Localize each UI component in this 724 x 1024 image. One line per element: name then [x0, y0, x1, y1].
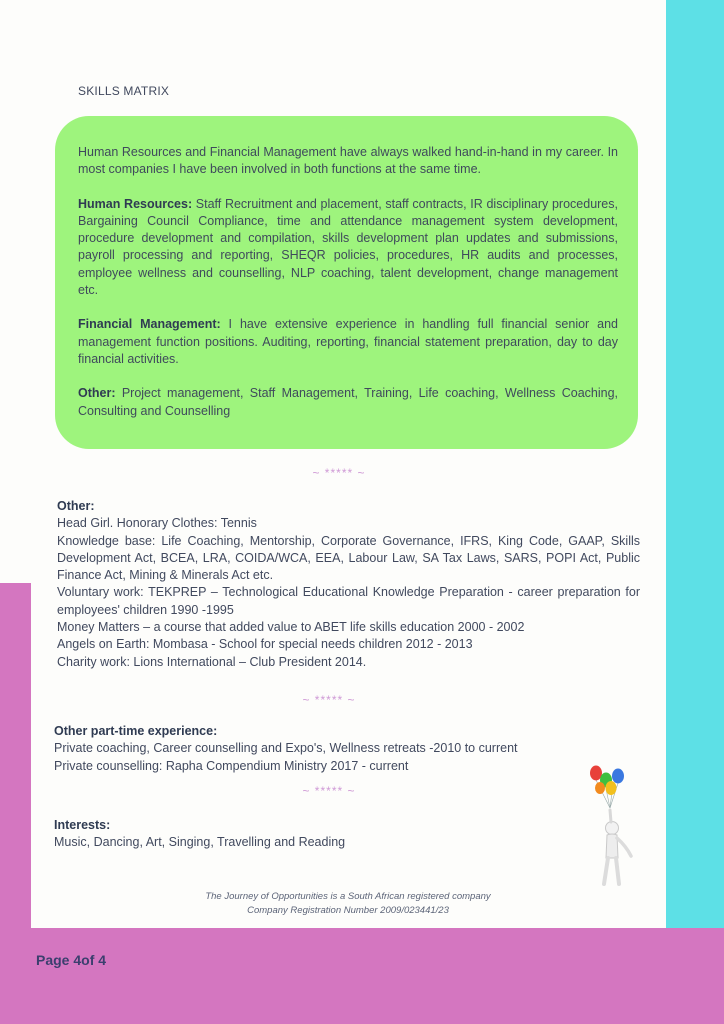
divider-3: ~ ***** ~ — [302, 784, 356, 798]
other-line: Voluntary work: TEKPREP – Technological Educational Knowledge Preparation - career preparation for employees' children 1990 -1995 — [57, 585, 640, 617]
fm-text: I have extensive experience in handling full financial senior and management function positions. Auditing, reporting, financial statement preparation, day to day financial activities. — [78, 317, 618, 366]
other-heading: Other: — [57, 499, 95, 513]
section-title: SKILLS MATRIX — [78, 84, 170, 98]
interests-heading: Interests: — [54, 818, 111, 832]
part-time-heading: Other part-time experience: — [54, 724, 218, 738]
other-line: Head Girl. Honorary Clothes: Tennis — [57, 516, 257, 531]
cyan-side-bar — [666, 0, 724, 1024]
interests-section — [54, 817, 554, 852]
skills-box — [55, 116, 638, 449]
part-time-section — [54, 723, 594, 775]
part-time-line: Private coaching, Career counselling and Expo's, Wellness retreats -2010 to current — [54, 741, 518, 756]
divider-2: ~ ***** ~ — [302, 693, 356, 707]
other-line: Money Matters – a course that added value to ABET life skills education 2000 - 2002 — [57, 620, 525, 635]
footer-line-1: The Journey of Opportunities is a South African registered company — [205, 891, 491, 902]
pink-footer-band — [0, 928, 724, 1024]
footer-line-2: Company Registration Number 2009/023441/23 — [247, 905, 449, 916]
company-footer-note — [150, 890, 546, 918]
skills-other — [78, 385, 618, 420]
other-line: Charity work: Lions International – Club President 2014. — [57, 654, 367, 669]
balloons-figure-illustration — [586, 762, 638, 888]
part-time-line: Private counselling: Rapha Compendium Ministry 2017 - current — [54, 758, 409, 773]
other-line: Angels on Earth: Mombasa - School for special needs children 2012 - 2013 — [57, 637, 473, 652]
other-label: Other: — [78, 386, 116, 401]
interests-text: Music, Dancing, Art, Singing, Travelling and Reading — [54, 835, 346, 850]
other-text: Project management, Staff Management, Training, Life coaching, Wellness Coaching, Consulting and Counselling — [78, 386, 618, 418]
divider-1: ~ ***** ~ — [312, 466, 366, 480]
other-section — [57, 498, 640, 671]
skills-hr — [78, 196, 618, 300]
page-number: Page 4of 4 — [36, 952, 107, 968]
skills-financial — [78, 316, 618, 368]
hr-text: Staff Recruitment and placement, staff contracts, IR disciplinary procedures, Bargaining Council Compliance, time and attendance management system development, procedure development and compilation, skills development plan updates and submissions, payroll processing and reporting, SHEQR policies, procedures, HR audits and processes, employee wellness and counselling, NLP coaching, talent development, change management etc. — [78, 196, 618, 298]
hr-label: Human Resources: — [78, 196, 193, 211]
fm-label: Financial Management: — [78, 317, 221, 332]
other-line: Knowledge base: Life Coaching, Mentorship, Corporate Governance, IFRS, King Code, GAAP, Skills Development Act, BCEA, LRA, COIDA/WCA, EEA, Labour Law, SA Tax Laws, SARS, POPI Act, Public Finance Act, Mining & Minerals Act etc. — [57, 533, 640, 583]
skills-intro: Human Resources and Financial Management have always walked hand-in-hand in my career. In most companies I have been involved in both functions at the same time. — [78, 145, 618, 177]
